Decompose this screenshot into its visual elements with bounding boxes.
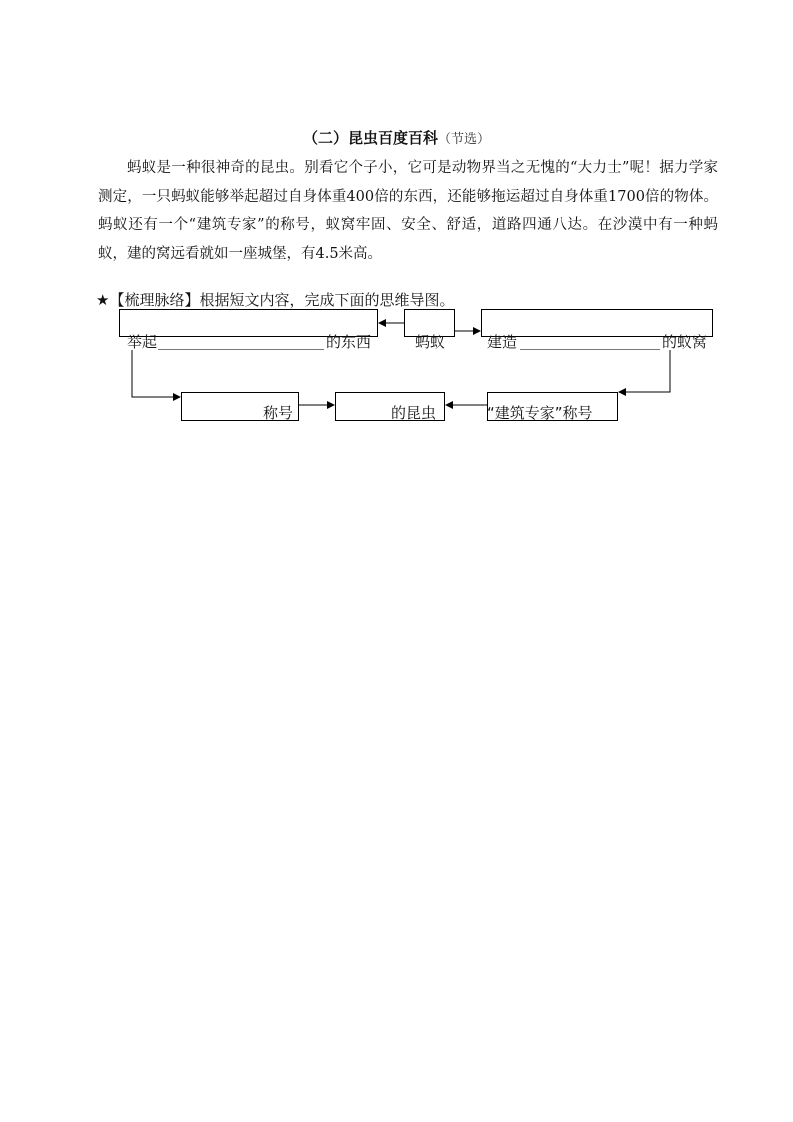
mindmap-box-insect-label: 的昆虫: [391, 404, 437, 422]
mindmap-box-lift-prefix: 举起: [127, 333, 158, 351]
arrow-lift-to-title: [132, 350, 180, 397]
star-icon: ★: [96, 291, 110, 309]
mindmap-box-title-label: 称号: [263, 404, 294, 422]
article-paragraph: 蚂蚁是一种很神奇的昆虫。别看它个子小，它可是动物界当之无愧的“大力士”呢！据力学家测定，一只蚂蚁能够举起超过自身体重400倍的东西，还能够拖运超过自身体重1700倍的物体。蚂蚁还有一个“建筑专家”的称号，蚁窝牢固、安全、舒适，道路四通八达。在沙漠中有一种蚂蚁，建的窝远看就如一座城堡，有4.5米高。: [98, 160, 718, 262]
mindmap-box-lift-suffix: 的东西: [326, 333, 372, 351]
task-label: 【梳理脉络】: [109, 291, 200, 309]
task-text: 根据短文内容，完成下面的思维导图。: [199, 291, 455, 309]
mindmap-box-architect-label: “建筑专家”称号: [487, 404, 593, 422]
arrow-build-to-architect: [619, 350, 670, 392]
mindmap-box-build-prefix: 建造: [487, 333, 518, 351]
mindmap-box-build-suffix: 的蚁窝: [662, 333, 708, 351]
mindmap-center-label: 蚂蚁: [415, 333, 446, 351]
article-title-note: （节选）: [438, 132, 491, 147]
article-title-text: （二）昆虫百度百科: [302, 129, 438, 147]
